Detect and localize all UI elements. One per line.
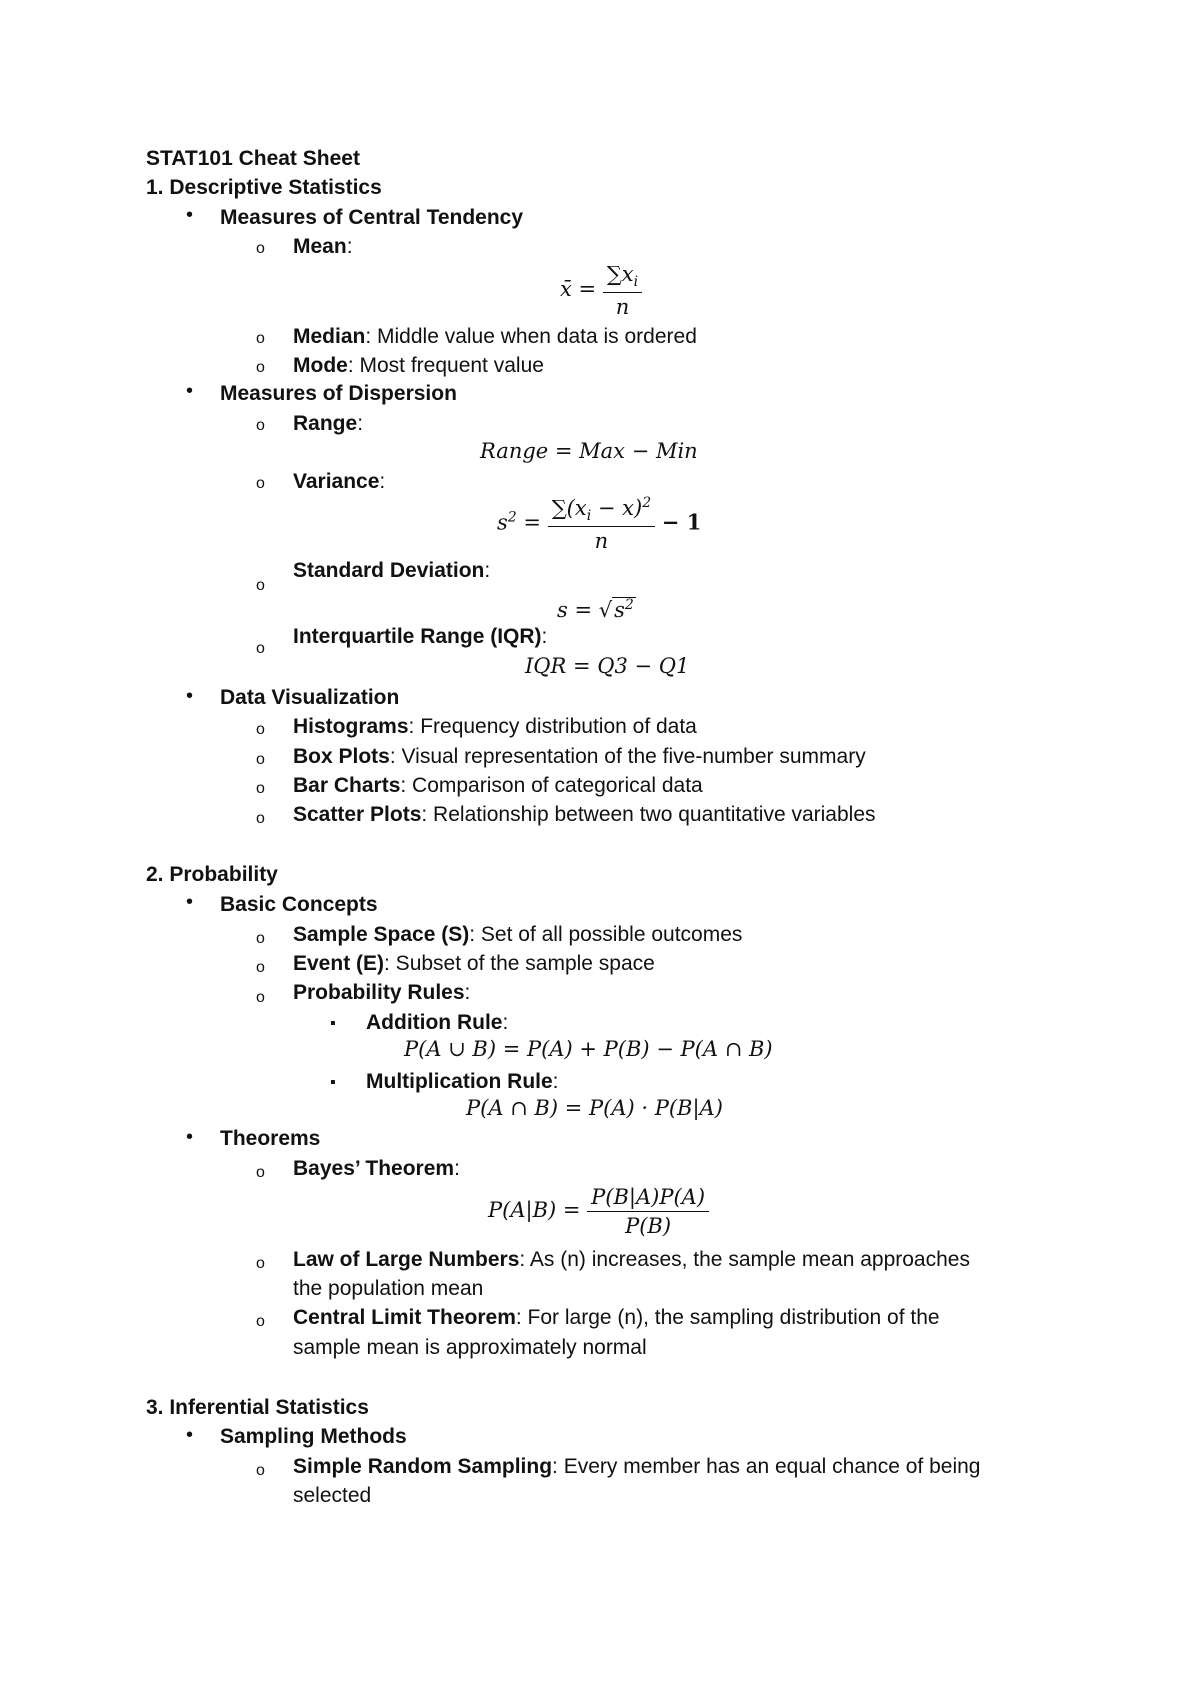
bullet-circle bbox=[256, 927, 265, 948]
numerator-part: − x) bbox=[591, 496, 643, 520]
bullet-circle bbox=[256, 718, 265, 739]
subscript: i bbox=[586, 508, 592, 525]
bullet-circle bbox=[256, 637, 265, 658]
numerator-part: ∑(x bbox=[551, 496, 587, 520]
list-item-bayes-theorem bbox=[293, 1156, 460, 1182]
bullet-circle bbox=[256, 327, 265, 348]
subheading-data-visualization: Data Visualization bbox=[220, 686, 400, 709]
section-heading-probability: 2. Probability bbox=[146, 863, 278, 886]
term-colon: : bbox=[484, 559, 491, 582]
term-label: Scatter Plots bbox=[293, 803, 422, 826]
denominator: n bbox=[615, 295, 630, 320]
list-item-range bbox=[293, 411, 363, 437]
term-desc: : Relationship between two quantitative variables bbox=[421, 803, 876, 826]
term-label: Range bbox=[293, 412, 358, 435]
bullet-dot bbox=[186, 204, 193, 227]
numerator: ∑x bbox=[606, 262, 634, 286]
subheading-sampling-methods: Sampling Methods bbox=[220, 1425, 407, 1448]
bullet-circle bbox=[256, 748, 265, 769]
term-colon: : bbox=[502, 1011, 509, 1034]
denominator: n bbox=[594, 529, 609, 554]
list-item-continuation: sample mean is approximately normal bbox=[293, 1336, 647, 1359]
bullet-dot bbox=[186, 685, 193, 708]
term-desc: : Middle value when data is ordered bbox=[365, 325, 697, 348]
bullet-dot bbox=[186, 380, 193, 403]
list-item-mode bbox=[293, 353, 544, 379]
list-item-iqr bbox=[293, 624, 547, 650]
list-item-bar-charts bbox=[293, 773, 703, 799]
fraction bbox=[548, 495, 655, 553]
formula-lhs: x̄ = bbox=[560, 277, 597, 302]
term-label: Histograms bbox=[293, 715, 409, 738]
bullet-dot bbox=[186, 891, 193, 914]
bullet-circle bbox=[256, 1459, 265, 1480]
radicand-base: s bbox=[614, 598, 625, 622]
bullet-circle bbox=[256, 986, 265, 1007]
term-colon: : bbox=[357, 412, 364, 435]
list-item-scatter-plots bbox=[293, 802, 876, 828]
list-item-variance bbox=[293, 469, 385, 495]
term-label: Addition Rule bbox=[366, 1011, 503, 1034]
term-label: Median bbox=[293, 325, 366, 348]
term-desc: : Frequency distribution of data bbox=[408, 715, 697, 738]
term-label: Interquartile Range (IQR) bbox=[293, 625, 542, 648]
list-item-histograms bbox=[293, 714, 697, 740]
superscript: 2 bbox=[642, 495, 652, 511]
subheading-dispersion: Measures of Dispersion bbox=[220, 382, 457, 405]
superscript: 2 bbox=[507, 509, 517, 526]
fraction bbox=[587, 1185, 709, 1238]
formula-tail: − 1 bbox=[661, 509, 702, 535]
bullet-circle bbox=[256, 356, 265, 377]
list-item-law-of-large-numbers bbox=[293, 1247, 970, 1273]
numerator: P(B|A)P(A) bbox=[587, 1185, 709, 1212]
formula-range: Range = Max − Min bbox=[480, 439, 698, 463]
bullet-square bbox=[330, 1012, 336, 1033]
subheading-central-tendency: Measures of Central Tendency bbox=[220, 206, 524, 229]
bullet-dot bbox=[186, 1126, 193, 1149]
term-desc: : Most frequent value bbox=[347, 354, 544, 377]
formula-multiplication-rule: P(A ∩ B) = P(A) · P(B|A) bbox=[466, 1096, 723, 1120]
term-label: Bayes’ Theorem bbox=[293, 1157, 455, 1180]
term-label: Standard Deviation bbox=[293, 559, 485, 582]
bullet-circle bbox=[256, 1161, 265, 1182]
subheading-theorems: Theorems bbox=[220, 1127, 321, 1150]
denominator: P(B) bbox=[625, 1214, 672, 1238]
term-label: Variance bbox=[293, 470, 380, 493]
term-label: Central Limit Theorem bbox=[293, 1306, 516, 1329]
term-colon: : bbox=[454, 1157, 460, 1180]
formula-bayes bbox=[488, 1185, 709, 1238]
radicand bbox=[612, 597, 636, 622]
section-heading-descriptive: 1. Descriptive Statistics bbox=[146, 176, 382, 199]
bullet-circle bbox=[256, 1252, 265, 1273]
term-desc: : Every member has an equal chance of being bbox=[552, 1455, 981, 1478]
term-desc: : Subset of the sample space bbox=[384, 952, 655, 975]
list-item-standard-deviation bbox=[293, 558, 490, 584]
formula-iqr: IQR = Q3 − Q1 bbox=[525, 654, 690, 678]
term-label: Simple Random Sampling bbox=[293, 1455, 553, 1478]
term-desc: : Comparison of categorical data bbox=[400, 774, 703, 797]
formula-lhs: P(A|B) = bbox=[488, 1198, 581, 1222]
formula-variance bbox=[497, 495, 701, 553]
term-desc: : Set of all possible outcomes bbox=[469, 923, 743, 946]
section-heading-inferential: 3. Inferential Statistics bbox=[146, 1396, 369, 1419]
term-label: Multiplication Rule bbox=[366, 1070, 553, 1093]
formula-addition-rule: P(A ∪ B) = P(A) + P(B) − P(A ∩ B) bbox=[404, 1037, 773, 1061]
term-label: Bar Charts bbox=[293, 774, 401, 797]
term-label: Event (E) bbox=[293, 952, 385, 975]
list-item-probability-rules bbox=[293, 980, 470, 1006]
list-item-event bbox=[293, 951, 655, 977]
subheading-basic-concepts: Basic Concepts bbox=[220, 893, 378, 916]
bullet-circle bbox=[256, 414, 265, 435]
term-colon: : bbox=[379, 470, 386, 493]
superscript: 2 bbox=[624, 597, 634, 613]
fraction bbox=[603, 262, 642, 319]
bullet-circle bbox=[256, 956, 265, 977]
subscript: i bbox=[633, 274, 639, 291]
term-colon: : bbox=[552, 1070, 559, 1093]
bullet-circle bbox=[256, 1310, 265, 1331]
list-item-continuation: selected bbox=[293, 1484, 372, 1507]
term-desc: : Visual representation of the five-number summary bbox=[389, 745, 866, 768]
list-item-addition-rule bbox=[366, 1010, 508, 1036]
list-item-multiplication-rule bbox=[366, 1069, 559, 1095]
page-title: STAT101 Cheat Sheet bbox=[146, 147, 360, 170]
term-colon: : bbox=[346, 235, 353, 258]
bullet-circle bbox=[256, 574, 265, 595]
formula-mean bbox=[560, 262, 642, 319]
list-item-box-plots bbox=[293, 744, 866, 770]
list-item-central-limit-theorem bbox=[293, 1305, 940, 1331]
list-item-continuation: the population mean bbox=[293, 1277, 484, 1300]
term-label: Law of Large Numbers bbox=[293, 1248, 520, 1271]
term-label: Sample Space (S) bbox=[293, 923, 470, 946]
formula-standard-deviation bbox=[557, 597, 636, 622]
list-item-mean bbox=[293, 234, 353, 260]
term-desc: : As (n) increases, the sample mean approaches bbox=[519, 1248, 970, 1271]
term-desc: : For large (n), the sampling distribution of the bbox=[515, 1306, 940, 1329]
bullet-circle bbox=[256, 807, 265, 828]
term-label: Mean bbox=[293, 235, 347, 258]
formula-lhs: s = √ bbox=[557, 598, 613, 622]
bullet-circle bbox=[256, 237, 265, 258]
formula-lhs: s bbox=[497, 510, 508, 535]
term-label: Box Plots bbox=[293, 745, 390, 768]
list-item-median bbox=[293, 324, 697, 350]
list-item-sample-space bbox=[293, 922, 742, 948]
term-label: Probability Rules bbox=[293, 981, 465, 1004]
term-label: Mode bbox=[293, 354, 348, 377]
bullet-square bbox=[330, 1071, 336, 1092]
bullet-circle bbox=[256, 777, 265, 798]
bullet-circle bbox=[256, 472, 265, 493]
equals-sign: = bbox=[523, 510, 541, 535]
list-item-simple-random-sampling bbox=[293, 1454, 980, 1480]
bullet-dot bbox=[186, 1424, 193, 1447]
term-colon: : bbox=[541, 625, 548, 648]
term-colon: : bbox=[464, 981, 471, 1004]
